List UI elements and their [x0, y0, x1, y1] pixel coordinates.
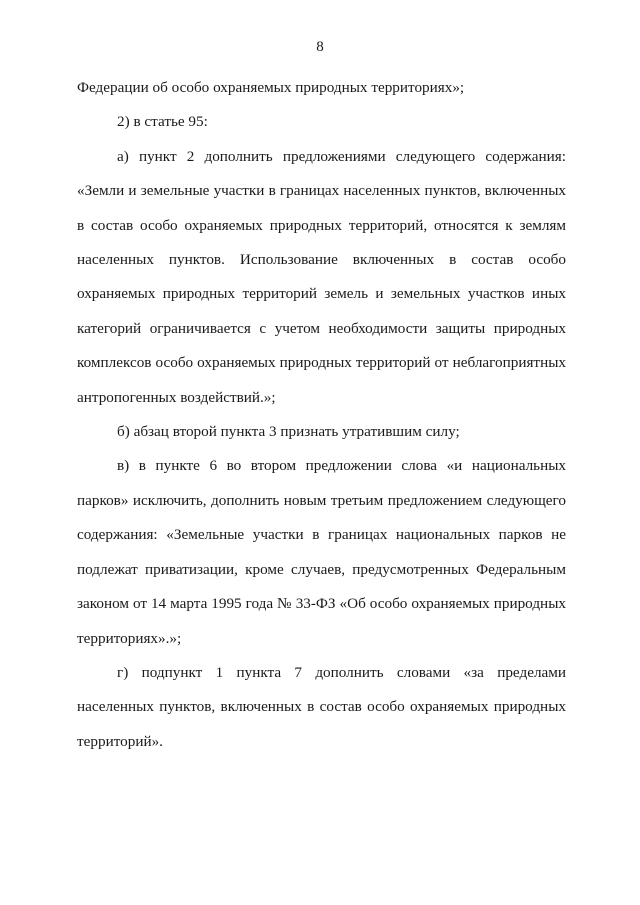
paragraph-article-95: 2) в статье 95: [117, 113, 208, 131]
paragraph-item-g: г) подпункт 1 пункта 7 дополнить словами «за пределами населенных пунктов, включенных в состав особо охраняемых природных территорий». [77, 663, 566, 750]
paragraph-item-b: б) абзац второй пункта 3 признать утратившим силу; [117, 423, 460, 441]
page-number: 8 [316, 39, 324, 55]
paragraph-continuation: Федерации об особо охраняемых природных территориях»; [77, 79, 465, 96]
paragraph-item-a: а) пункт 2 дополнить предложениями следующего содержания: «Земли и земельные участки в границах населенных пунктов, включенных в состав особо охраняемых природных территорий, относятся к землям населенных пунктов. Использование включенных в состав особо охраняемых природных территорий земель и земельных участков иных категорий ограничивается с учетом необходимости защиты природных комплексов особо охраняемых природных территорий от неблагоприятных антропогенных воздействий.»; [77, 147, 566, 406]
document-body [77, 71, 566, 759]
paragraph-item-v: в) в пункте 6 во втором предложении слова «и национальных парков» исключить, дополнить новым третьим предложением следующего содержания: «Земельные участки в границах национальных парков не подлежат приватизации, кроме случаев, предусмотренных Федеральным законом от 14 марта 1995 года № 33-ФЗ «Об особо охраняемых природных территориях».»; [77, 457, 566, 647]
